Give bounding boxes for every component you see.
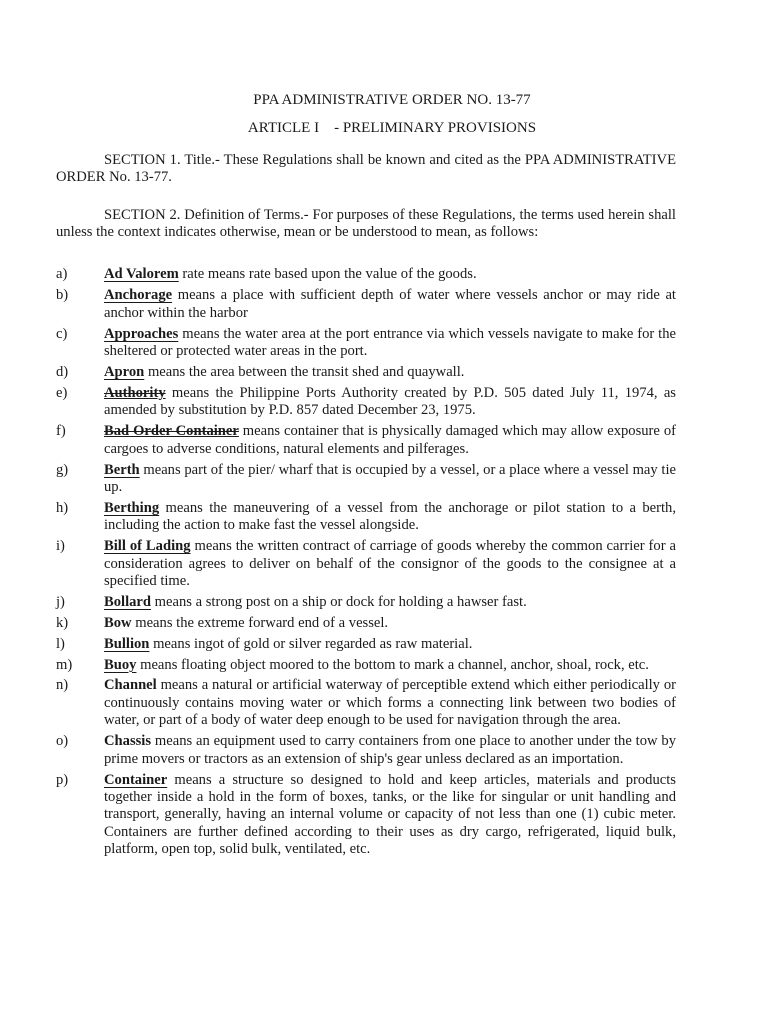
definition-label: n) xyxy=(56,677,69,694)
definition-item xyxy=(56,423,676,458)
section-1: SECTION 1. Title.- These Regulations shall be known and cited as the PPA ADMINISTRATIVE ORDER No. 13-77. xyxy=(56,151,676,186)
definition-text: means the water area at the port entrance via which vessels navigate to make for the sheltered or protected water areas in the port. xyxy=(104,325,676,360)
article-title: ARTICLE I - PRELIMINARY PROVISIONS xyxy=(247,120,537,137)
definition-item xyxy=(56,364,676,381)
definition-item xyxy=(56,594,676,611)
definition-term: Channel xyxy=(104,677,157,694)
definition-term: Berthing xyxy=(104,499,160,516)
definition-term: Bill of Lading xyxy=(104,538,191,555)
section-2: SECTION 2. Definition of Terms.- For purposes of these Regulations, the terms used herein shall unless the context indicates otherwise, mean or be understood to mean, as follows: xyxy=(56,206,676,241)
definition-term: Bollard xyxy=(104,593,152,610)
definition-term: Authority xyxy=(104,384,166,401)
definition-text: means the written contract of carriage of goods whereby the common carrier for a consideration agrees to deliver on behalf of the consignor of the goods to the consignee at a specified time. xyxy=(104,538,676,589)
definition-label: i) xyxy=(56,538,65,555)
definition-label: a) xyxy=(56,266,68,283)
definition-term: Berth xyxy=(104,461,140,478)
definition-text: means ingot of gold or silver regarded as raw material. xyxy=(149,635,473,652)
definition-text: means an equipment used to carry containers from one place to another under the tow by prime movers or tractors as an extension of ship's gear unless declared as an importation. xyxy=(104,733,676,767)
definition-item xyxy=(56,500,676,535)
definition-term: Chassis xyxy=(104,733,152,750)
definition-text: means a structure so designed to hold and keep articles, materials and products together inside a hold in the form of boxes, tanks, or the like for singular or unit handling and transport, generally, having an internal volume or capacity of not less than one (1) cubic meter. Containers are further defined according to their uses as dry cargo, refrigerated, liquid bulk, platform, open top, solid bulk, ventilated, etc. xyxy=(104,771,676,858)
definition-label: f) xyxy=(56,423,66,440)
definition-item xyxy=(56,636,676,653)
definitions-list xyxy=(56,266,676,858)
order-title: PPA ADMINISTRATIVE ORDER NO. 13-77 xyxy=(253,92,531,108)
definition-text: means floating object moored to the bottom to mark a channel, anchor, shoal, rock, etc. xyxy=(136,656,649,673)
definition-label: m) xyxy=(56,656,73,673)
definition-term: Buoy xyxy=(104,656,137,673)
definition-item xyxy=(56,287,676,322)
definition-label: c) xyxy=(56,325,68,342)
definition-item xyxy=(56,615,676,632)
definition-item xyxy=(56,538,676,590)
definition-label: d) xyxy=(56,363,69,380)
definition-label: p) xyxy=(56,771,69,788)
definition-label: j) xyxy=(56,593,65,610)
definition-term: Bow xyxy=(104,614,132,631)
definition-text: means the extreme forward end of a vessel. xyxy=(131,614,389,631)
definition-term: Container xyxy=(104,771,168,788)
definition-label: e) xyxy=(56,384,68,401)
definition-label: h) xyxy=(56,499,69,516)
definition-term: Ad Valorem xyxy=(104,266,179,283)
definition-item xyxy=(56,677,676,729)
definition-text: means the Philippine Ports Authority created by P.D. 505 dated July 11, 1974, as amended by substitution by P.D. 857 dated December 23, 1975. xyxy=(104,384,676,419)
definition-text: means container that is physically damaged which may allow exposure of cargoes to adverse conditions, natural elements and pilferages. xyxy=(104,423,676,457)
definition-label: g) xyxy=(56,461,69,478)
definition-item xyxy=(56,733,676,768)
definition-text: means a place with sufficient depth of water where vessels anchor or may ride at anchor within the harbor xyxy=(104,287,676,321)
definition-label: l) xyxy=(56,635,65,652)
definition-item xyxy=(56,326,676,361)
definition-label: k) xyxy=(56,614,69,631)
definition-term: Anchorage xyxy=(104,287,173,304)
definition-term: Approaches xyxy=(104,325,179,342)
definition-item xyxy=(56,462,676,497)
definition-item xyxy=(56,657,676,674)
definition-text: means part of the pier/ wharf that is occupied by a vessel, or a place where a vessel may tie up. xyxy=(104,461,676,495)
definition-item xyxy=(56,772,676,859)
definition-text: means a strong post on a ship or dock for holding a hawser fast. xyxy=(151,593,527,610)
definition-text: means a natural or artificial waterway of perceptible extend which either periodically or continuously contains moving water or which forms a connecting link between two bodies of water, or part of a body of water deep enough to be used for navigation through the area. xyxy=(104,677,676,729)
definition-item xyxy=(56,385,676,420)
definition-term: Apron xyxy=(104,363,145,380)
definition-term: Bad Order Container xyxy=(104,423,239,440)
definition-item xyxy=(56,266,676,283)
definition-term: Bullion xyxy=(104,635,150,652)
document-page xyxy=(56,92,676,862)
definition-text: rate means rate based upon the value of the goods. xyxy=(178,266,477,283)
definition-label: o) xyxy=(56,733,69,750)
definition-label: b) xyxy=(56,287,69,304)
definition-text: means the area between the transit shed and quaywall. xyxy=(144,363,465,380)
definition-text: means the maneuvering of a vessel from the anchorage or pilot station to a berth, including the action to make fast the vessel alongside. xyxy=(104,499,676,534)
